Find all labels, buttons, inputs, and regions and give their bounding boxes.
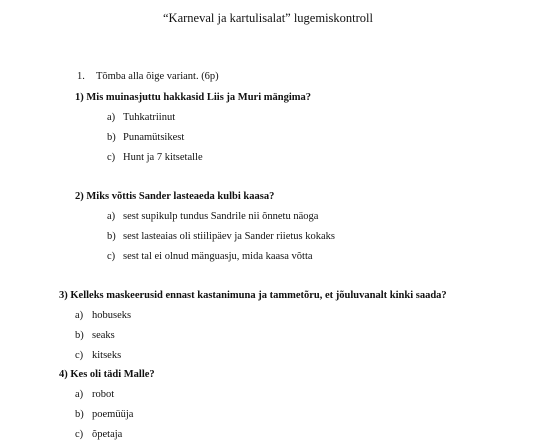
option-marker: a) bbox=[75, 389, 84, 400]
question-1-option-c bbox=[107, 151, 203, 164]
option-text: õpetaja bbox=[92, 429, 123, 440]
question-4-option-a bbox=[75, 388, 114, 401]
option-text: Tuhkatriinut bbox=[123, 112, 176, 123]
question-2-option-a bbox=[107, 210, 318, 223]
option-text: seaks bbox=[92, 330, 115, 341]
option-marker: a) bbox=[107, 211, 116, 222]
option-text: sest lasteaias oli stiilipäev ja Sander riietus kokaks bbox=[123, 231, 335, 242]
option-text: Hunt ja 7 kitsetalle bbox=[123, 152, 203, 163]
question-2-option-b bbox=[107, 230, 335, 243]
option-marker: a) bbox=[75, 310, 84, 321]
instruction-text: Tõmba alla õige variant. (6p) bbox=[95, 71, 219, 82]
option-text: sest tal ei olnud mänguasju, mida kaasa võtta bbox=[123, 251, 313, 262]
option-text: kitseks bbox=[92, 350, 122, 361]
option-text: poemüüja bbox=[92, 409, 134, 420]
option-marker: c) bbox=[107, 152, 116, 163]
option-marker: b) bbox=[75, 330, 84, 341]
option-marker: b) bbox=[75, 409, 84, 420]
question-2-option-c bbox=[107, 250, 313, 263]
question-3: 3) Kelleks maskeerusid ennast kastanimuna ja tammetõru, et jõuluvanalt kinki saada? bbox=[59, 290, 447, 301]
instruction-number: 1. bbox=[77, 71, 85, 82]
question-3-option-b bbox=[75, 329, 115, 342]
question-1: 1) Mis muinasjuttu hakkasid Liis ja Muri mängima? bbox=[75, 92, 311, 103]
option-text: hobuseks bbox=[92, 310, 132, 321]
question-4: 4) Kes oli tädi Malle? bbox=[59, 369, 155, 380]
question-1-option-b bbox=[107, 131, 184, 144]
question-2: 2) Miks võttis Sander lasteaeda kulbi kaasa? bbox=[75, 191, 275, 202]
question-3-option-a bbox=[75, 309, 131, 322]
option-marker: c) bbox=[107, 251, 116, 262]
instruction-line bbox=[77, 70, 219, 83]
question-3-option-c bbox=[75, 349, 121, 362]
option-text: Punamütsikest bbox=[123, 132, 185, 143]
option-text: sest supikulp tundus Sandrile nii õnnetu näoga bbox=[123, 211, 319, 222]
option-marker: b) bbox=[107, 231, 116, 242]
question-1-option-a bbox=[107, 111, 175, 124]
option-marker: c) bbox=[75, 429, 84, 440]
option-marker: a) bbox=[107, 112, 116, 123]
option-text: robot bbox=[92, 389, 115, 400]
option-marker: b) bbox=[107, 132, 116, 143]
question-4-option-b bbox=[75, 408, 133, 421]
question-4-option-c bbox=[75, 428, 122, 441]
option-marker: c) bbox=[75, 350, 84, 361]
document-title: “Karneval ja kartulisalat” lugemiskontroll bbox=[163, 11, 373, 25]
